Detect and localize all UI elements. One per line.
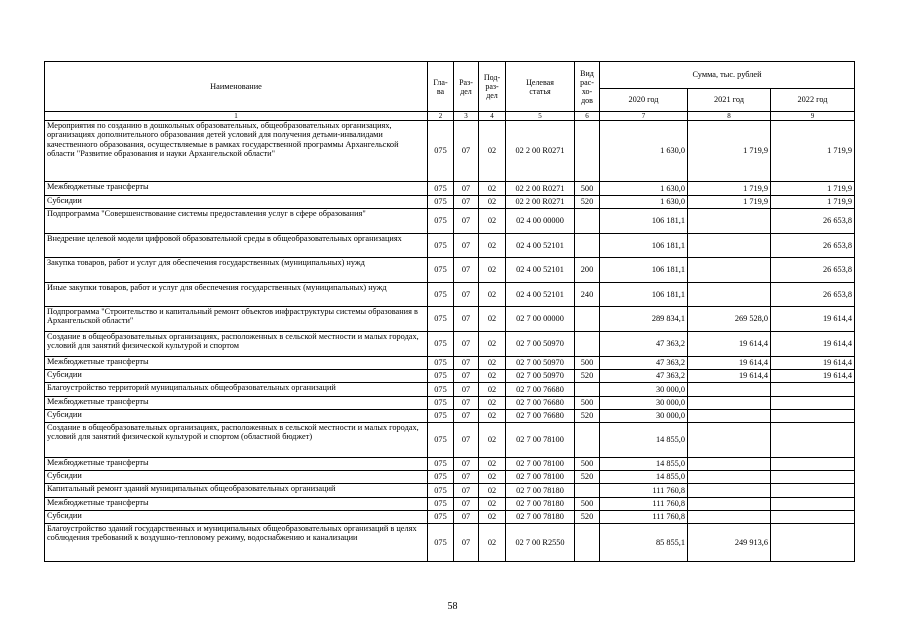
row-value-2021 <box>688 397 771 410</box>
table-row <box>45 258 855 283</box>
row-value-2021 <box>688 234 771 258</box>
row-value-2021 <box>688 498 771 511</box>
row-target: 02 7 00 76680 <box>506 410 575 423</box>
row-value-2020: 1 630,0 <box>600 182 688 196</box>
row-vid: 240 <box>575 283 600 307</box>
row-vid <box>575 484 600 498</box>
row-name: Межбюджетные трансферты <box>45 182 428 196</box>
row-glava: 075 <box>428 258 454 283</box>
header-podrazdel: Под- раз- дел <box>479 62 506 112</box>
row-value-2021: 19 614,4 <box>688 370 771 383</box>
table-body <box>45 121 855 562</box>
row-razdel: 07 <box>454 524 479 562</box>
row-value-2020: 1 630,0 <box>600 196 688 209</box>
row-value-2021 <box>688 471 771 484</box>
row-vid: 500 <box>575 357 600 370</box>
row-podrazdel: 02 <box>479 182 506 196</box>
row-value-2022: 26 653,8 <box>771 209 855 234</box>
row-target: 02 7 00 78180 <box>506 484 575 498</box>
row-value-2020: 106 181,1 <box>600 209 688 234</box>
row-podrazdel: 02 <box>479 524 506 562</box>
header-razdel: Раз- дел <box>454 62 479 112</box>
row-glava: 075 <box>428 458 454 471</box>
column-number: 2 <box>428 112 454 121</box>
row-glava: 075 <box>428 234 454 258</box>
row-target: 02 4 00 52101 <box>506 234 575 258</box>
row-value-2020: 14 855,0 <box>600 423 688 458</box>
row-name: Межбюджетные трансферты <box>45 397 428 410</box>
row-podrazdel: 02 <box>479 471 506 484</box>
row-value-2021 <box>688 283 771 307</box>
row-target: 02 7 00 78100 <box>506 471 575 484</box>
row-razdel: 07 <box>454 182 479 196</box>
row-value-2021: 1 719,9 <box>688 196 771 209</box>
row-glava: 075 <box>428 357 454 370</box>
row-value-2022: 26 653,8 <box>771 234 855 258</box>
row-glava: 075 <box>428 332 454 357</box>
row-name: Капитальный ремонт зданий муниципальных общеобразовательных организаций <box>45 484 428 498</box>
table-row <box>45 524 855 562</box>
row-podrazdel: 02 <box>479 397 506 410</box>
table-row <box>45 383 855 397</box>
row-value-2022: 26 653,8 <box>771 258 855 283</box>
row-name: Субсидии <box>45 370 428 383</box>
row-target: 02 7 00 50970 <box>506 332 575 357</box>
row-podrazdel: 02 <box>479 196 506 209</box>
table-row <box>45 196 855 209</box>
row-target: 02 7 00 50970 <box>506 370 575 383</box>
row-value-2022 <box>771 484 855 498</box>
row-target: 02 7 00 78100 <box>506 423 575 458</box>
table-row <box>45 307 855 332</box>
row-value-2021 <box>688 484 771 498</box>
row-name: Создание в общеобразовательных организациях, расположенных в сельской местности и малых городах, условий для занятий физической культурой и спортом (областной бюджет) <box>45 423 428 458</box>
row-glava: 075 <box>428 182 454 196</box>
row-value-2022: 1 719,9 <box>771 182 855 196</box>
row-target: 02 7 00 78100 <box>506 458 575 471</box>
row-value-2020: 289 834,1 <box>600 307 688 332</box>
row-value-2022: 19 614,4 <box>771 357 855 370</box>
table-row <box>45 410 855 423</box>
row-vid: 500 <box>575 182 600 196</box>
row-name: Межбюджетные трансферты <box>45 357 428 370</box>
row-podrazdel: 02 <box>479 283 506 307</box>
row-value-2021: 19 614,4 <box>688 332 771 357</box>
row-podrazdel: 02 <box>479 234 506 258</box>
table-header <box>45 62 855 121</box>
row-glava: 075 <box>428 423 454 458</box>
row-value-2020: 47 363,2 <box>600 332 688 357</box>
row-razdel: 07 <box>454 258 479 283</box>
row-value-2020: 14 855,0 <box>600 471 688 484</box>
column-number-row <box>45 112 855 121</box>
row-vid: 500 <box>575 458 600 471</box>
row-value-2021 <box>688 511 771 524</box>
row-glava: 075 <box>428 383 454 397</box>
row-razdel: 07 <box>454 423 479 458</box>
row-value-2021: 19 614,4 <box>688 357 771 370</box>
row-razdel: 07 <box>454 410 479 423</box>
table-row <box>45 234 855 258</box>
row-name: Подпрограмма "Совершенствование системы предоставления услуг в сфере образования" <box>45 209 428 234</box>
table-row <box>45 458 855 471</box>
row-value-2022: 1 719,9 <box>771 121 855 182</box>
row-glava: 075 <box>428 471 454 484</box>
row-vid: 500 <box>575 498 600 511</box>
column-number: 3 <box>454 112 479 121</box>
row-value-2022 <box>771 498 855 511</box>
row-razdel: 07 <box>454 498 479 511</box>
row-vid <box>575 234 600 258</box>
table-row <box>45 471 855 484</box>
header-year-2021: 2021 год <box>688 89 771 112</box>
column-number: 6 <box>575 112 600 121</box>
row-value-2020: 14 855,0 <box>600 458 688 471</box>
table-row <box>45 498 855 511</box>
row-razdel: 07 <box>454 234 479 258</box>
row-name: Подпрограмма "Строительство и капитальный ремонт объектов инфраструктуры системы образования в Архангельской области" <box>45 307 428 332</box>
table-row <box>45 182 855 196</box>
row-podrazdel: 02 <box>479 332 506 357</box>
row-glava: 075 <box>428 511 454 524</box>
row-podrazdel: 02 <box>479 307 506 332</box>
row-name: Благоустройство территорий муниципальных общеобразовательных организаций <box>45 383 428 397</box>
row-value-2022 <box>771 410 855 423</box>
row-value-2022: 19 614,4 <box>771 307 855 332</box>
table-row <box>45 283 855 307</box>
row-glava: 075 <box>428 484 454 498</box>
row-value-2020: 106 181,1 <box>600 234 688 258</box>
table-row <box>45 209 855 234</box>
row-value-2022 <box>771 423 855 458</box>
row-target: 02 2 00 R0271 <box>506 121 575 182</box>
row-target: 02 7 00 76680 <box>506 383 575 397</box>
row-vid: 520 <box>575 410 600 423</box>
table-row <box>45 511 855 524</box>
row-podrazdel: 02 <box>479 423 506 458</box>
column-number: 9 <box>771 112 855 121</box>
row-glava: 075 <box>428 524 454 562</box>
column-number: 1 <box>45 112 428 121</box>
row-target: 02 7 00 00000 <box>506 307 575 332</box>
row-name: Внедрение целевой модели цифровой образовательной среды в общеобразовательных организациях <box>45 234 428 258</box>
row-podrazdel: 02 <box>479 383 506 397</box>
row-razdel: 07 <box>454 332 479 357</box>
row-razdel: 07 <box>454 370 479 383</box>
row-glava: 075 <box>428 196 454 209</box>
row-razdel: 07 <box>454 196 479 209</box>
row-vid <box>575 121 600 182</box>
row-value-2022: 26 653,8 <box>771 283 855 307</box>
row-value-2021: 249 913,6 <box>688 524 771 562</box>
table-row <box>45 423 855 458</box>
row-vid: 200 <box>575 258 600 283</box>
row-name: Межбюджетные трансферты <box>45 458 428 471</box>
row-target: 02 7 00 76680 <box>506 397 575 410</box>
row-glava: 075 <box>428 498 454 511</box>
row-value-2021 <box>688 258 771 283</box>
row-glava: 075 <box>428 307 454 332</box>
page-number: 58 <box>447 601 458 612</box>
row-name: Благоустройство зданий государственных и муниципальных общеобразовательных организаций в целях соблюдения требований к воздушно-тепловому режиму, водоснабжению и канализации <box>45 524 428 562</box>
row-glava: 075 <box>428 283 454 307</box>
row-podrazdel: 02 <box>479 498 506 511</box>
row-value-2020: 85 855,1 <box>600 524 688 562</box>
header-year-2020: 2020 год <box>600 89 688 112</box>
row-value-2021: 1 719,9 <box>688 121 771 182</box>
row-vid: 520 <box>575 511 600 524</box>
row-target: 02 4 00 52101 <box>506 283 575 307</box>
row-podrazdel: 02 <box>479 209 506 234</box>
row-vid <box>575 307 600 332</box>
row-name: Закупка товаров, работ и услуг для обеспечения государственных (муниципальных) нужд <box>45 258 428 283</box>
row-glava: 075 <box>428 397 454 410</box>
row-vid: 520 <box>575 196 600 209</box>
column-number: 4 <box>479 112 506 121</box>
row-vid: 500 <box>575 397 600 410</box>
row-podrazdel: 02 <box>479 410 506 423</box>
row-value-2022 <box>771 471 855 484</box>
row-value-2022: 1 719,9 <box>771 196 855 209</box>
row-value-2020: 30 000,0 <box>600 410 688 423</box>
row-value-2022: 19 614,4 <box>771 332 855 357</box>
row-name: Субсидии <box>45 511 428 524</box>
row-target: 02 7 00 78180 <box>506 498 575 511</box>
row-value-2020: 111 760,8 <box>600 498 688 511</box>
row-value-2020: 30 000,0 <box>600 397 688 410</box>
row-razdel: 07 <box>454 511 479 524</box>
row-target: 02 4 00 00000 <box>506 209 575 234</box>
row-vid <box>575 423 600 458</box>
row-value-2022: 19 614,4 <box>771 370 855 383</box>
row-razdel: 07 <box>454 458 479 471</box>
table-row <box>45 357 855 370</box>
row-vid: 520 <box>575 370 600 383</box>
row-target: 02 7 00 50970 <box>506 357 575 370</box>
row-value-2021 <box>688 458 771 471</box>
row-value-2022 <box>771 511 855 524</box>
row-podrazdel: 02 <box>479 357 506 370</box>
row-value-2020: 47 363,2 <box>600 370 688 383</box>
column-number: 7 <box>600 112 688 121</box>
row-value-2022 <box>771 383 855 397</box>
row-podrazdel: 02 <box>479 121 506 182</box>
header-year-2022: 2022 год <box>771 89 855 112</box>
row-value-2022 <box>771 458 855 471</box>
row-value-2020: 106 181,1 <box>600 258 688 283</box>
row-vid <box>575 209 600 234</box>
row-razdel: 07 <box>454 307 479 332</box>
header-sum: Сумма, тыс. рублей <box>600 62 855 89</box>
column-number: 5 <box>506 112 575 121</box>
row-name: Иные закупки товаров, работ и услуг для обеспечения государственных (муниципальных) нужд <box>45 283 428 307</box>
row-name: Межбюджетные трансферты <box>45 498 428 511</box>
row-glava: 075 <box>428 209 454 234</box>
row-podrazdel: 02 <box>479 258 506 283</box>
row-name: Мероприятия по созданию в дошкольных образовательных, общеобразовательных организациях, организациях дополнительного образования детей условий для получения детьми-инвалидами качественного образования, осуществляемые в рамках государственной программы Архангельской области "Развитие образования и науки Архангельской области" <box>45 121 428 182</box>
row-razdel: 07 <box>454 471 479 484</box>
row-glava: 075 <box>428 410 454 423</box>
row-vid <box>575 383 600 397</box>
table-row <box>45 332 855 357</box>
row-razdel: 07 <box>454 283 479 307</box>
row-target: 02 4 00 52101 <box>506 258 575 283</box>
row-glava: 075 <box>428 121 454 182</box>
column-number: 8 <box>688 112 771 121</box>
table-row <box>45 370 855 383</box>
row-razdel: 07 <box>454 383 479 397</box>
header-glava: Гла- ва <box>428 62 454 112</box>
row-razdel: 07 <box>454 484 479 498</box>
row-value-2021: 1 719,9 <box>688 182 771 196</box>
row-value-2020: 47 363,2 <box>600 357 688 370</box>
row-vid: 520 <box>575 471 600 484</box>
row-podrazdel: 02 <box>479 511 506 524</box>
row-value-2020: 111 760,8 <box>600 511 688 524</box>
row-name: Субсидии <box>45 196 428 209</box>
table-row <box>45 121 855 182</box>
header-vid: Вид рас- хо- дов <box>575 62 600 112</box>
row-value-2021: 269 528,0 <box>688 307 771 332</box>
table-row <box>45 397 855 410</box>
row-value-2021 <box>688 410 771 423</box>
row-value-2020: 30 000,0 <box>600 383 688 397</box>
row-name: Субсидии <box>45 471 428 484</box>
row-razdel: 07 <box>454 357 479 370</box>
row-podrazdel: 02 <box>479 484 506 498</box>
row-name: Создание в общеобразовательных организациях, расположенных в сельской местности и малых городах, условий для занятий физической культурой и спортом <box>45 332 428 357</box>
row-target: 02 7 00 R2550 <box>506 524 575 562</box>
header-target: Целевая статья <box>506 62 575 112</box>
row-vid <box>575 332 600 357</box>
row-value-2020: 106 181,1 <box>600 283 688 307</box>
row-value-2021 <box>688 383 771 397</box>
header-name: Наименование <box>45 62 428 112</box>
row-vid <box>575 524 600 562</box>
row-value-2021 <box>688 423 771 458</box>
row-podrazdel: 02 <box>479 458 506 471</box>
row-value-2020: 111 760,8 <box>600 484 688 498</box>
row-value-2022 <box>771 524 855 562</box>
budget-table <box>44 61 855 562</box>
row-value-2021 <box>688 209 771 234</box>
row-name: Субсидии <box>45 410 428 423</box>
table-row <box>45 484 855 498</box>
row-podrazdel: 02 <box>479 370 506 383</box>
row-target: 02 2 00 R0271 <box>506 182 575 196</box>
row-razdel: 07 <box>454 209 479 234</box>
row-glava: 075 <box>428 370 454 383</box>
row-target: 02 7 00 78180 <box>506 511 575 524</box>
row-value-2022 <box>771 397 855 410</box>
row-razdel: 07 <box>454 397 479 410</box>
row-razdel: 07 <box>454 121 479 182</box>
row-target: 02 2 00 R0271 <box>506 196 575 209</box>
row-value-2020: 1 630,0 <box>600 121 688 182</box>
